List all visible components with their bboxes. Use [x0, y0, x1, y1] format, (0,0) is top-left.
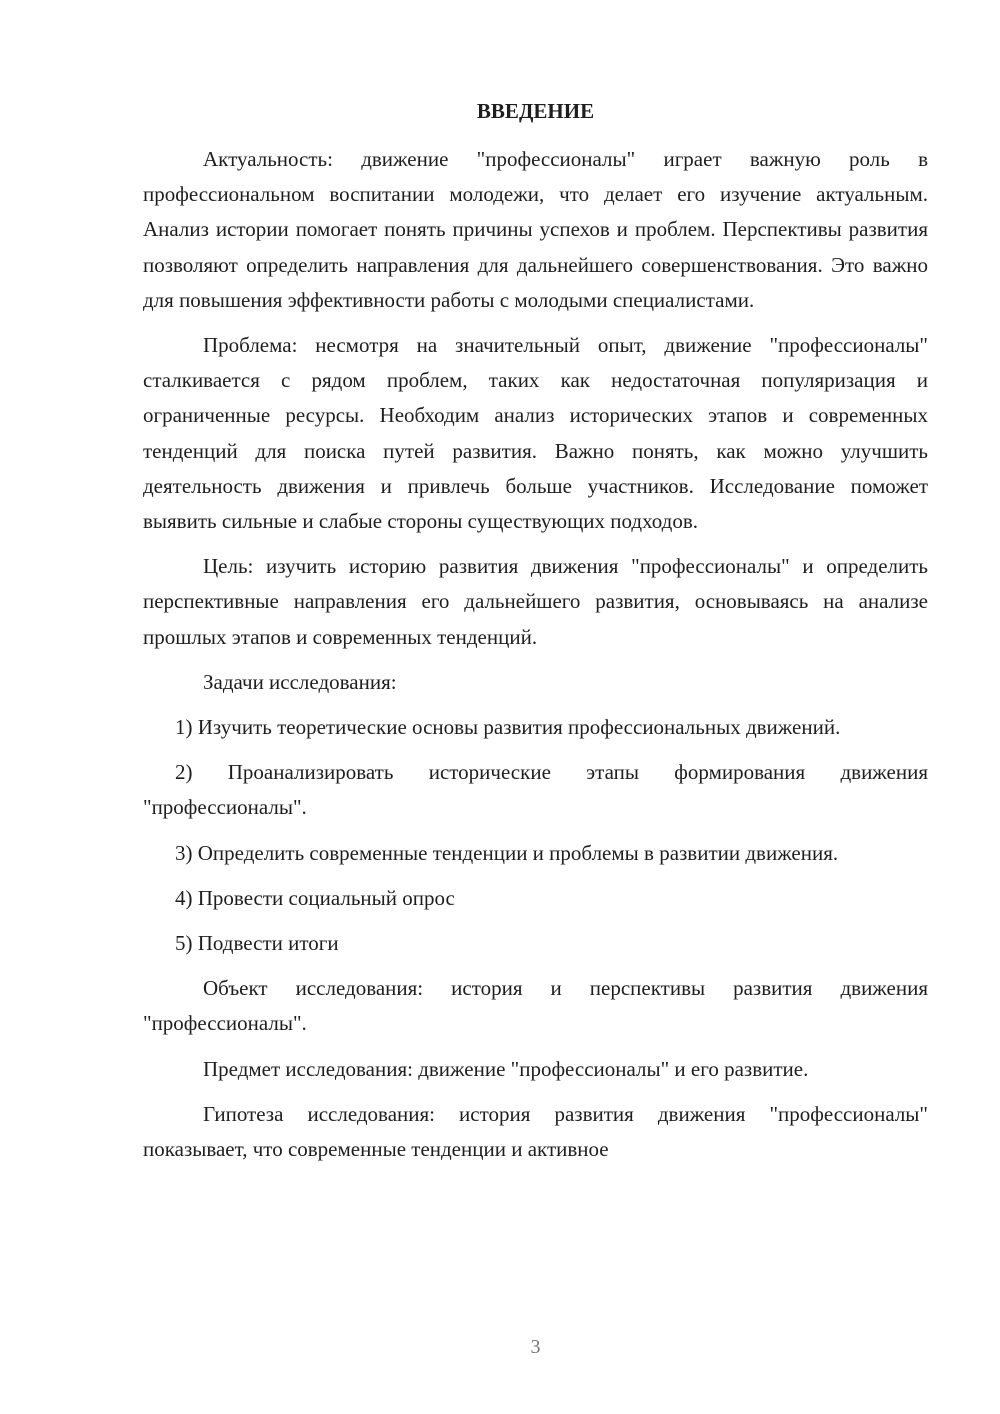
task-item-5: 5) Подвести итоги: [175, 931, 339, 956]
paragraph-subject: Предмет исследования: движение "профессионалы" и его развитие.: [203, 1056, 809, 1081]
paragraph-goal: Цель: изучить историю развития движения "профессионалы" и определить перспективные направления его дальнейшего развития, основываясь на анализе прошлых этапов и современных тенденций.: [143, 554, 928, 649]
task-item-4: 4) Провести социальный опрос: [175, 885, 455, 910]
page-number: 3: [530, 1336, 541, 1358]
paragraph-object: Объект исследования: история и перспективы развития движения "профессионалы".: [143, 976, 928, 1036]
task-item-2: 2) Проанализировать исторические этапы формирования движения "профессионалы".: [143, 760, 928, 820]
page-title: ВВЕДЕНИЕ: [476, 99, 595, 123]
document-body: [143, 142, 928, 1177]
task-item-3: 3) Определить современные тенденции и проблемы в развитии движения.: [175, 840, 839, 865]
task-item-1: 1) Изучить теоретические основы развития профессиональных движений.: [175, 715, 841, 740]
document-page: [143, 0, 928, 1414]
paragraph-problem: Проблема: несмотря на значительный опыт, движение "профессионалы" сталкивается с рядом проблем, таких как недостаточная популяризация и ограниченные ресурсы. Необходим анализ исторических этапов и современных тенденций для поиска путей развития. Важно понять, как можно улучшить деятельность движения и привлечь больше участников. Исследование поможет выявить сильные и слабые стороны существующих подходов.: [143, 333, 928, 534]
paragraph-hypothesis: Гипотеза исследования: история развития движения "профессионалы" показывает, что современные тенденции и активное: [143, 1101, 928, 1162]
paragraph-relevance: Актуальность: движение "профессионалы" играет важную роль в профессиональном воспитании молодежи, что делает его изучение актуальным. Анализ истории помогает понять причины успехов и проблем. Перспективы развития позволяют определить направления для дальнейшего совершенствования. Это важно для повышения эффективности работы с молодыми специалистами.: [143, 147, 928, 312]
paragraph-tasks-heading: Задачи исследования:: [203, 669, 397, 694]
